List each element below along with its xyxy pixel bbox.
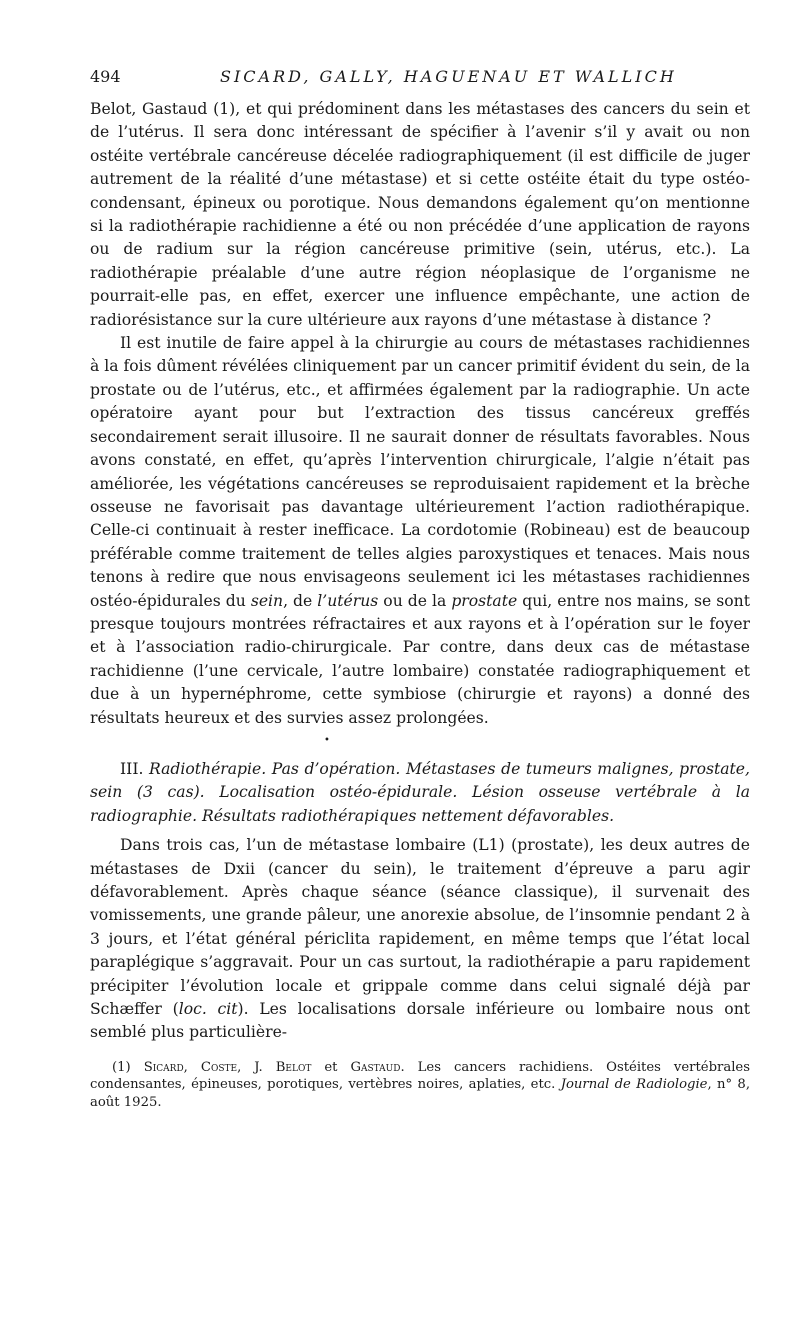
paragraph-3-text-a: Dans trois cas, l’un de métastase lombaire (L1) (prostate), les deux autres de métastases de Dxii (cancer du sein), le traitement d’épreuve a paru agir défavorablement. Après chaque séance (séance classique), il survenait des vomissements, une grande pâleur, une anorexie absolue, de l’insomnie pendant 2 à 3 jours, et l’état général périclita rapidement, en même temps que l’état local paraplégique s’aggravait. Pour un cas surtout, la radiothérapie a paru rapidement précipiter l’évolution locale et grippale comme dans celui signalé déjà par Schæffer ( <box>90 836 750 1019</box>
footnote-issue: , n° 8, août 1925. <box>90 1077 751 1110</box>
emph-sein: sein <box>250 591 284 610</box>
footnote-sep-2: , J. <box>237 1059 276 1075</box>
footnote-journal: Journal de Radiologie <box>560 1077 708 1093</box>
separator-dot: • <box>324 734 330 746</box>
footnote-sep-3: et <box>311 1059 351 1075</box>
paragraph-3 <box>90 834 750 1045</box>
citation-loc-cit: loc. cit <box>178 1000 238 1019</box>
paragraph-2-text-c: ou de la <box>378 591 452 610</box>
section-heading <box>90 758 750 828</box>
emph-uterus: l’utérus <box>317 591 379 610</box>
paragraph-1: Belot, Gastaud (1), et qui prédominent dans les métastases des cancers du sein et de l’utérus. Il sera donc intéressant de spécifier à l’avenir s’il y avait ou non ostéite vertébrale cancéreuse décelée radiographiquement (il est difficile de juger autrement de la réalité d’une métastase) et si cette ostéite était du type ostéo-condensant, épineux ou porotique. Nous demandons également qu’on mentionne si la radiothérapie rachidienne a été ou non précédée d’une application de rayons ou de radium sur la région cancéreuse primitive (sein, utérus, etc.). La radiothérapie préalable d’une autre région néoplasique de l’organisme ne pourrait-elle pas, en effet, exercer une influence empêchante, une action de radiorésistance sur la cure ultérieure aux rayons d’une métastase à distance ? <box>90 100 750 329</box>
paragraph-2-text-d: qui, entre nos mains, se sont presque toujours montrées réfractaires et aux rayons et à l’opération sur le foyer et à l’association radio-chirurgicale. Par contre, dans deux cas de métastase rachidienne (l’une cervicale, l’autre lombaire) constatée radiographiquement et due à un hypernéphrome, cette symbiose (chirurgie et rayons) a donné des résultats heureux et des survies assez prolongées. <box>90 591 750 727</box>
emph-prostate: prostate <box>451 591 518 610</box>
body-text <box>90 98 750 1111</box>
paragraph-2 <box>90 332 750 730</box>
page-number: 494 <box>90 67 121 86</box>
paragraph-3-text-b: ). Les localisations dorsale inférieure ou lombaire nous ont semblé plus particulière- <box>90 1000 750 1042</box>
paragraph-2-text-b: , de <box>283 591 318 610</box>
footnote-author-1: Sicard <box>143 1059 184 1075</box>
footnote-author-3: Belot <box>275 1059 312 1075</box>
section-number: III. <box>120 759 144 778</box>
paragraph-2-text-a: Il est inutile de faire appel à la chirurgie au cours de métastases rachidiennes à la fois dûment révélées cliniquement par un cancer primitif évident du sein, de la prostate ou de l’utérus, etc., et affirmées également par la radiographie. Un acte opératoire ayant pour but l’extraction des tissus cancéreux greffés secondairement serait illusoire. Il ne saurait donner de résultats favorables. Nous avons constaté, en effet, qu’après l’intervention chirurgicale, l’algie n’était pas améliorée, les végétations cancéreuses se reproduisaient rapidement et la brèche osseuse ne favorisait pas davantage ultérieurement l’action radiothérapique. Celle-ci continuait à rester inefficace. La cordotomie (Robineau) est de beaucoup préférable comme traitement de telles algies paroxystiques et tenaces. Mais nous tenons à redire que nous envisageons seulement ici les métastases rachidiennes ostéo-épidurales du <box>90 334 750 610</box>
footnote-author-4: Gastaud <box>350 1059 401 1075</box>
footnote-sep-1: , <box>183 1059 201 1075</box>
footnote-body: . Les cancers rachidiens. Ostéites vertébrales condensantes, épineuses, porotiques, vertèbres noires, aplaties, etc. <box>90 1059 750 1093</box>
footnote-author-2: Coste <box>200 1059 238 1075</box>
section-title: Radiothérapie. Pas d’opération. Métastases de tumeurs malignes, prostate, sein (3 cas). Localisation ostéo-épidurale. Lésion osseuse vertébrale à la radiographie. Résultats radiothérapiques nettement défavorables. <box>90 759 750 825</box>
page-header <box>90 67 750 93</box>
footnote-marker: (1) <box>112 1059 131 1075</box>
running-title: SICARD, GALLY, HAGUENAU ET WALLICH <box>220 67 677 86</box>
footnote-text <box>90 1059 750 1112</box>
footnote <box>90 1059 750 1112</box>
